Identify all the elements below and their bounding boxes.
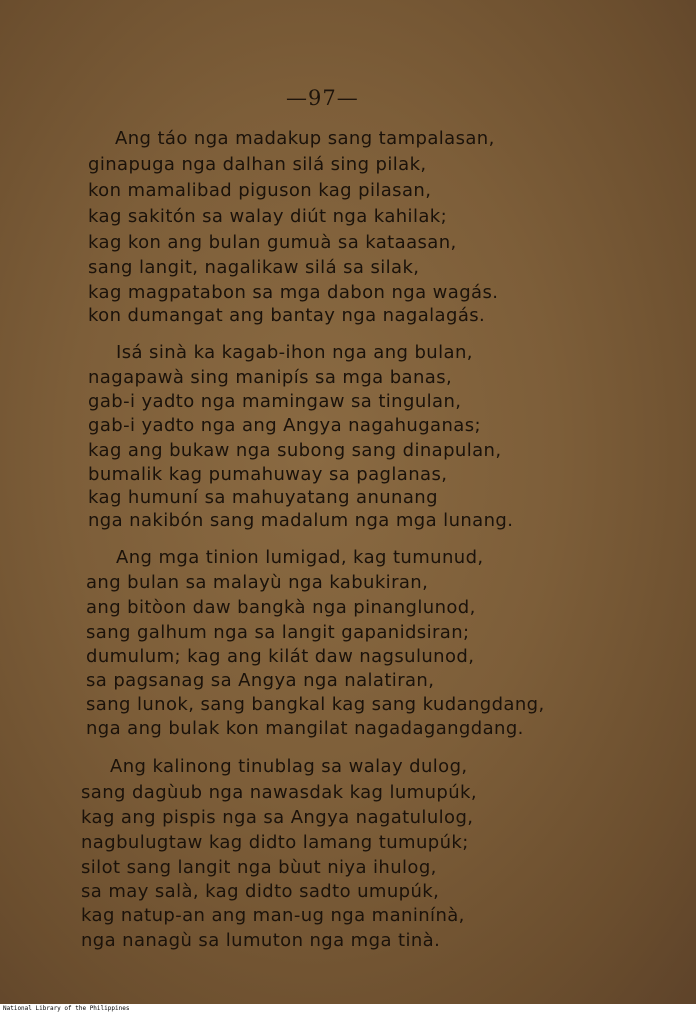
library-credit: National Library of the Philippines <box>3 1005 130 1012</box>
verse-line: dumulum; kag ang kilát daw nagsulunod, <box>86 646 475 667</box>
verse-line: Ang táo nga madakup sang tampalasan, <box>115 128 495 149</box>
verse-line: sang galhum nga sa langit gapanidsiran; <box>86 622 470 643</box>
verse-line: Ang mga tinion lumigad, kag tumunud, <box>116 547 484 568</box>
verse-line: sa may salà, kag didto sadto umupúk, <box>81 881 440 902</box>
verse-line: kag humuní sa mahuyatang anunang <box>88 487 438 508</box>
verse-line: Isá sinà ka kagab-ihon nga ang bulan, <box>116 342 473 363</box>
verse-line: gab-i yadto nga mamingaw sa tingulan, <box>88 391 462 412</box>
verse-line: nga nakibón sang madalum nga mga lunang. <box>88 510 514 531</box>
verse-line: kag kon ang bulan gumuà sa kataasan, <box>88 232 457 253</box>
verse-line: ang bulan sa malayù nga kabukiran, <box>86 572 429 593</box>
verse-line: nga nanagù sa lumuton nga mga tinà. <box>81 930 441 951</box>
verse-line: sa pagsanag sa Angya nga nalatiran, <box>86 670 435 691</box>
verse-line: kag natup-an ang man-ug nga maninínà, <box>81 905 465 926</box>
verse-line: sang dagùub nga nawasdak kag lumupúk, <box>81 782 477 803</box>
verse-line: kon dumangat ang bantay nga nagalagás. <box>88 305 486 326</box>
verse-line: sang langit, nagalikaw silá sa silak, <box>88 257 420 278</box>
verse-line: ginapuga nga dalhan silá sing pilak, <box>88 154 427 175</box>
verse-line: gab-i yadto nga ang Angya nagahuganas; <box>88 415 481 436</box>
verse-line: kag magpatabon sa mga dabon nga wagás. <box>88 282 499 303</box>
verse-line: kag sakitón sa walay diút nga kahilak; <box>88 206 448 227</box>
verse-line: kag ang pispis nga sa Angya nagatululog, <box>81 807 474 828</box>
verse-line: nagbulugtaw kag didto lamang tumupúk; <box>81 832 469 853</box>
verse-line: nagapawà sing manipís sa mga banas, <box>88 367 453 388</box>
verse-line: Ang kalinong tinublag sa walay dulog, <box>110 756 468 777</box>
verse-line: bumalik kag pumahuway sa paglanas, <box>88 464 448 485</box>
verse-line: silot sang langit nga bùut niya ihulog, <box>81 857 437 878</box>
verse-line: ang bitòon daw bangkà nga pinanglunod, <box>86 597 476 618</box>
verse-line: kon mamalibad piguson kag pilasan, <box>88 180 432 201</box>
verse-line: kag ang bukaw nga subong sang dinapulan, <box>88 440 502 461</box>
page-number: —97— <box>286 86 359 110</box>
verse-line: nga ang bulak kon mangilat nagadagangdang. <box>86 718 524 739</box>
verse-line: sang lunok, sang bangkal kag sang kudangdang, <box>86 694 545 715</box>
